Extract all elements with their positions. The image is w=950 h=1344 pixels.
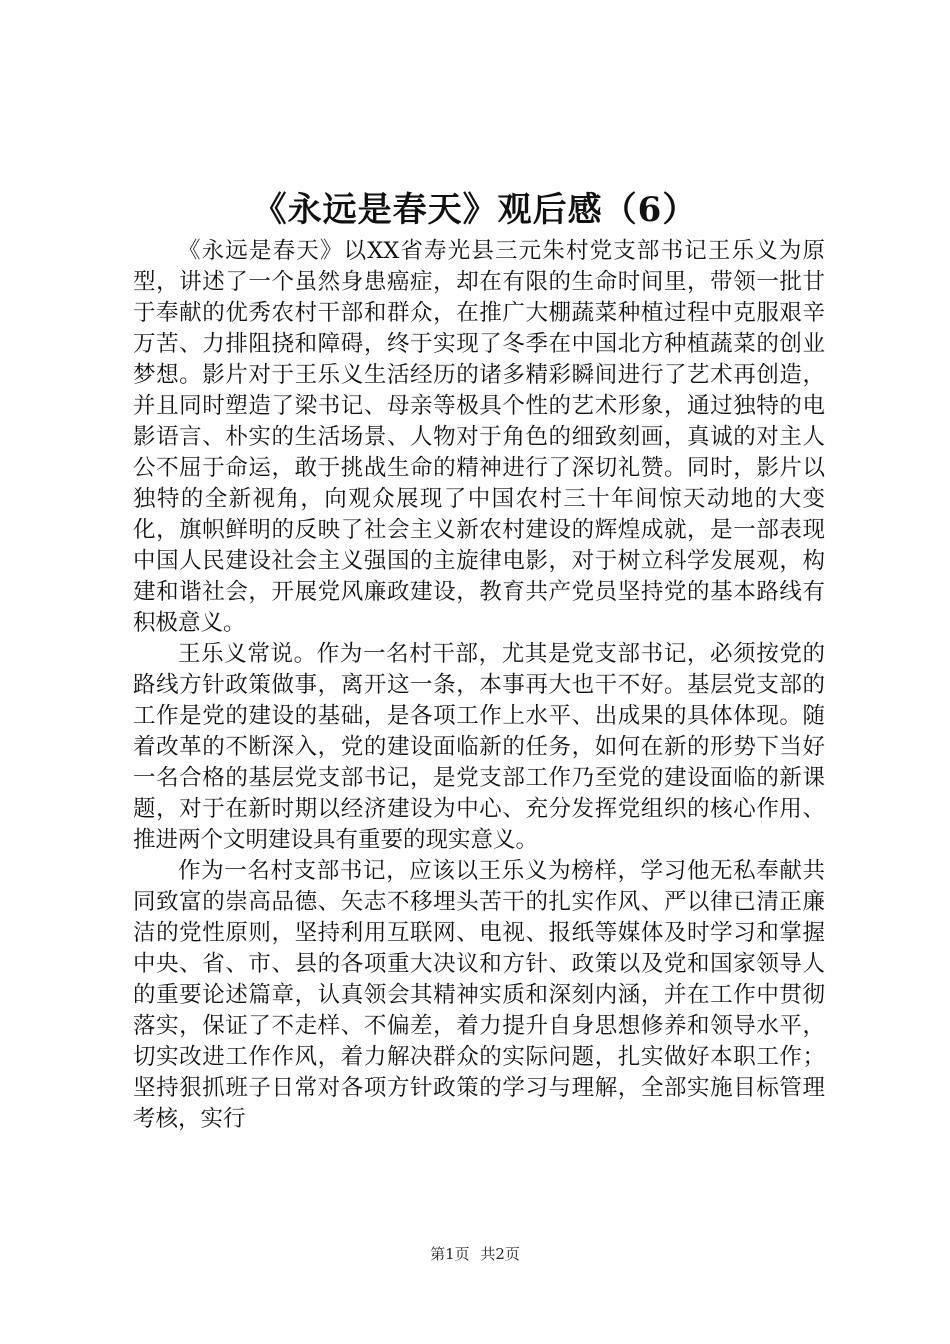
page-number: 第1页 — [430, 1245, 470, 1263]
page-total: 共2页 — [480, 1245, 520, 1263]
document-title: 《永远是春天》观后感（6） — [252, 190, 698, 230]
paragraph-2: 王乐义常说。作为一名村干部，尤其是党支部书记，必须按党的路线方针政策做事，离开这一条，本事再大也干不好。基层党支部的工作是党的建设的基础，是各项工作上水平、出成果的具体体现。随着改革的不断深入，党的建设面临新的任务，如何在新的形势下当好一名合格的基层党支部书记，是党支部工作乃至党的建设面临的新课题，对于在新时期以经济建设为中心、充分发挥党组织的核心作用、推进两个文明建设具有重要的现实意义。 — [133, 641, 825, 853]
paragraph-3: 作为一名村支部书记，应该以王乐义为榜样，学习他无私奉献共同致富的崇高品德、矢志不移埋头苦干的扎实作风、严以律已清正廉洁的党性原则，坚持利用互联网、电视、报纸等媒体及时学习和掌握中央、省、市、县的各项重大决议和方针、政策以及党和国家领导人的重要论述篇章，认真领会其精神实质和深刻内涵，并在工作中贯彻落实，保证了不走样、不偏差，着力提升自身思想修养和领导水平，切实改进工作作风，着力解决群众的实际问题，扎实做好本职工作；坚持狠抓班子日常对各项方针政策的学习与理解，全部实施目标管理考核，实行 — [133, 858, 825, 1132]
document-body — [133, 236, 825, 1135]
page-footer — [0, 1244, 950, 1264]
paragraph-1: 《永远是春天》以XX省寿光县三元朱村党支部书记王乐义为原型，讲述了一个虽然身患癌症，却在有限的生命时间里，带领一批甘于奉献的优秀农村干部和群众，在推广大棚蔬菜种植过程中克服艰辛万苦、力排阻挠和障碍，终于实现了冬季在中国北方种植蔬菜的创业梦想。影片对于王乐义生活经历的诸多精彩瞬间进行了艺术再创造，并且同时塑造了梁书记、母亲等极具个性的艺术形象，通过独特的电影语言、朴实的生活场景、人物对于角色的细致刻画，真诚的对主人公不屈于命运，敢于挑战生命的精神进行了深切礼赞。同时，影片以独特的全新视角，向观众展现了中国农村三十年间惊天动地的大变化，旗帜鲜明的反映了社会主义新农村建设的辉煌成就，是一部表现中国人民建设社会主义强国的主旋律电影，对于树立科学发展观，构建和谐社会，开展党风廉政建设，教育共产党员坚持党的基本路线有积极意义。 — [133, 238, 825, 636]
